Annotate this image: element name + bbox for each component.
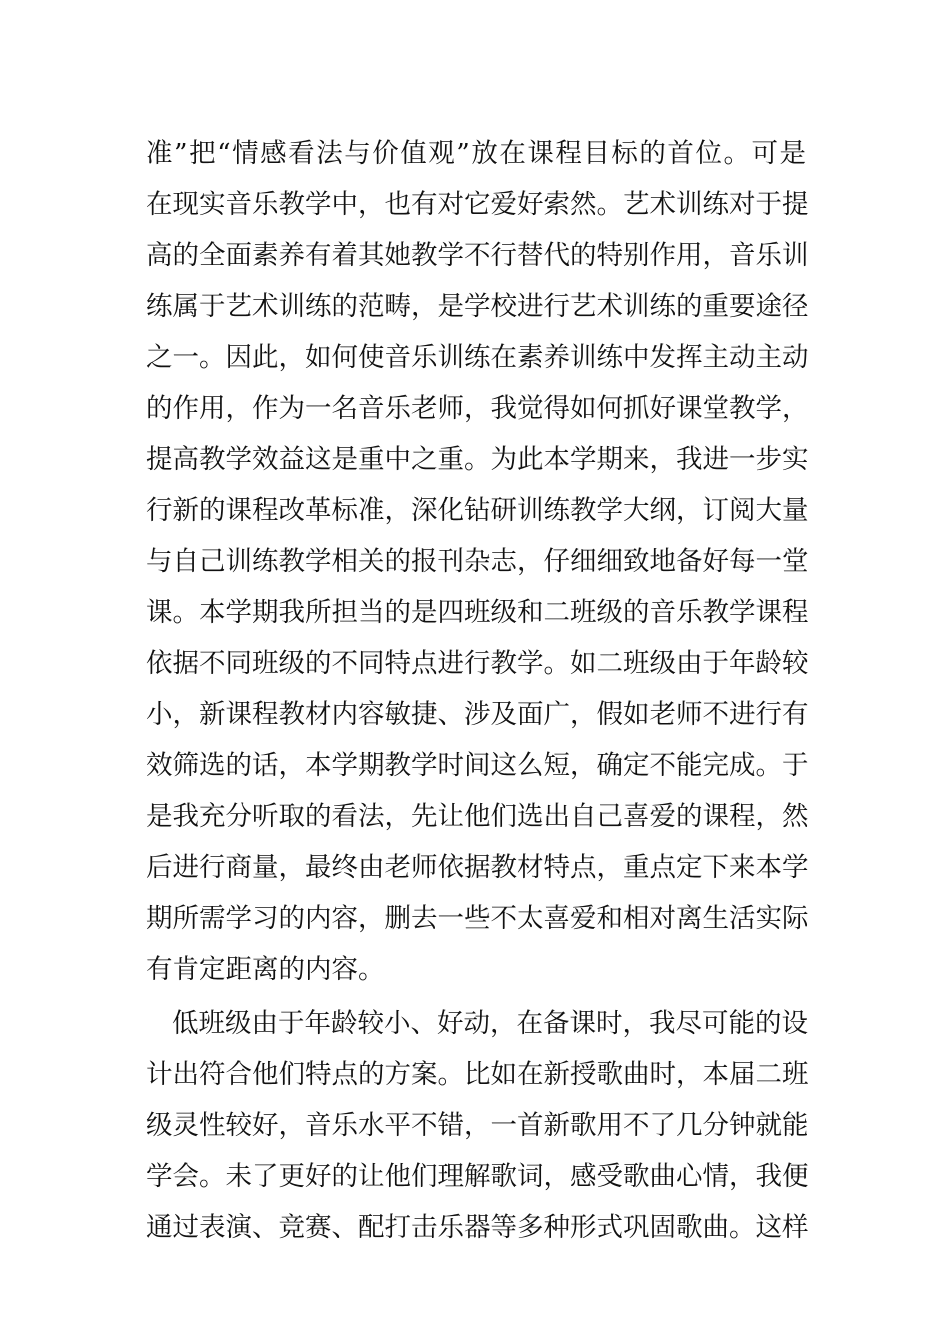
text-line: 提高教学效益这是重中之重。为此本学期来，我进一步实 <box>146 444 809 475</box>
text-line: 低班级由于年龄较小、好动，在备课时，我尽可能的设 <box>172 1008 808 1039</box>
text-line: 高的全面素养有着其她教学不行替代的特别作用，音乐训 <box>146 240 809 271</box>
text-line: 效筛选的话，本学期教学时间这么短，确定不能完成。于 <box>146 750 809 781</box>
text-line: 依据不同班级的不同特点进行教学。如二班级由于年龄较 <box>146 648 809 679</box>
text-line: 练属于艺术训练的范畴，是学校进行艺术训练的重要途径 <box>146 291 809 322</box>
text-line: 通过表演、竞赛、配打击乐器等多种形式巩固歌曲。这样 <box>146 1212 809 1243</box>
text-line: 在现实音乐教学中，也有对它爱好索然。艺术训练对于提 <box>146 189 809 220</box>
text-line: 学会。未了更好的让他们理解歌词，感受歌曲心情，我便 <box>146 1161 809 1192</box>
text-line: 小，新课程教材内容敏捷、涉及面广，假如老师不进行有 <box>146 699 809 730</box>
text-line: 准”把“情感看法与价值观”放在课程目标的首位。可是 <box>146 138 806 169</box>
text-line: 与自己训练教学相关的报刊杂志，仔细细致地备好每一堂 <box>146 546 809 577</box>
text-line: 计出符合他们特点的方案。比如在新授歌曲时，本届二班 <box>146 1059 809 1090</box>
text-line: 课。本学期我所担当的是四班级和二班级的音乐教学课程 <box>146 597 809 628</box>
text-line: 期所需学习的内容，删去一些不太喜爱和相对离生活实际 <box>146 903 809 934</box>
text-line: 的作用，作为一名音乐老师，我觉得如何抓好课堂教学， <box>146 393 809 424</box>
text-line: 级灵性较好，音乐水平不错，一首新歌用不了几分钟就能 <box>146 1110 809 1141</box>
text-line: 是我充分听取的看法，先让他们选出自己喜爱的课程，然 <box>146 801 809 832</box>
text-line: 行新的课程改革标准，深化钻研训练教学大纲，订阅大量 <box>146 495 809 526</box>
text-line: 有肯定距离的内容。 <box>146 954 385 985</box>
text-line: 后进行商量，最终由老师依据教材特点，重点定下来本学 <box>146 852 809 883</box>
text-line: 之一。因此，如何使音乐训练在素养训练中发挥主动主动 <box>146 342 809 373</box>
